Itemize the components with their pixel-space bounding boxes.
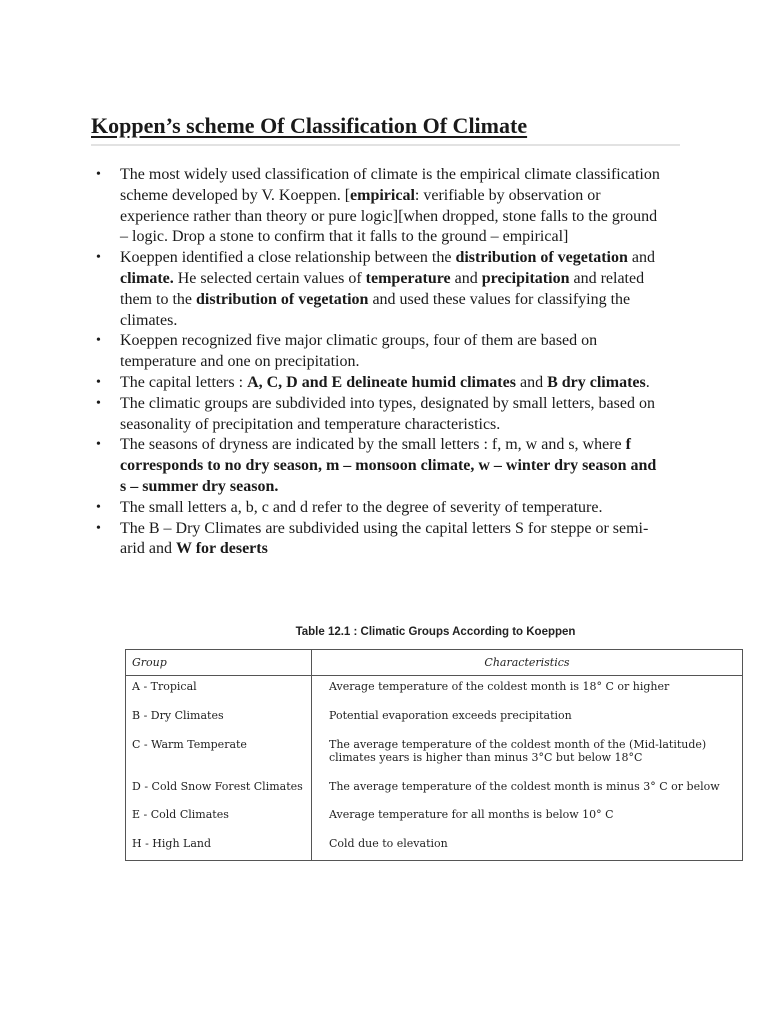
bullet-item — [96, 165, 666, 248]
page-title: Koppen’s scheme Of Classification Of Climate — [91, 113, 528, 138]
body-text: and used these values for classifying the climates. — [120, 290, 631, 329]
characteristics-cell: Average temperature for all months is below 10° C — [312, 804, 743, 833]
bold-text: B dry climates — [547, 373, 646, 391]
group-cell: H - High Land — [126, 833, 312, 861]
table-header-row — [126, 650, 743, 676]
group-cell: D - Cold Snow Forest Climates — [126, 776, 312, 804]
characteristics-cell: Cold due to elevation — [312, 833, 743, 861]
bold-text: distribution of vegetation — [195, 290, 369, 308]
bold-text: empirical — [350, 186, 415, 204]
table-row — [126, 676, 743, 705]
bullet-item — [96, 394, 666, 436]
characteristics-cell: Average temperature of the coldest month is 18° C or higher — [312, 676, 743, 705]
bold-text: f corresponds to no dry season, m – monsoon climate, w – winter dry season and s – summer dry season. — [120, 436, 657, 495]
group-cell: A - Tropical — [126, 676, 312, 705]
body-text: The B – Dry Climates are subdivided using the capital letters S for steppe or semi-arid and — [120, 519, 649, 558]
table-row — [126, 804, 743, 833]
body-text: and — [627, 249, 655, 267]
table-row — [126, 705, 743, 734]
group-cell: B - Dry Climates — [126, 705, 312, 734]
characteristics-cell: The average temperature of the coldest month of the (Mid-latitude) climates years is higher than minus 3°C but below 18°C — [312, 734, 743, 776]
bullet-item — [96, 435, 666, 497]
bullet-item — [96, 373, 666, 394]
bullet-item — [96, 519, 666, 561]
bold-text: precipitation — [481, 269, 570, 287]
table-row — [126, 833, 743, 861]
title-divider — [91, 144, 680, 146]
body-text: . — [645, 373, 650, 391]
characteristics-cell: Potential evaporation exceeds precipitation — [312, 705, 743, 734]
group-cell: C - Warm Temperate — [126, 734, 312, 776]
bullet-list — [96, 165, 666, 560]
body-text: The capital letters : — [120, 373, 248, 391]
body-text: The most widely used classification of climate is the empirical climate classification scheme developed by V. Koeppen. [ — [120, 166, 660, 204]
body-text: and — [450, 269, 482, 287]
climate-groups-table — [125, 649, 743, 861]
bold-text: distribution of vegetation — [455, 249, 628, 267]
table-caption: Table 12.1 : Climatic Groups According to Koeppen — [295, 626, 576, 638]
bullet-item — [96, 498, 666, 519]
body-text: The small letters a, b, c and d refer to the degree of severity of temperature. — [120, 498, 603, 516]
body-text: Koeppen recognized five major climatic groups, four of them are based on temperature and one on precipitation. — [120, 332, 598, 371]
bold-text: W for deserts — [175, 540, 268, 558]
group-column-header: Group — [126, 650, 312, 676]
bold-text: A, C, D and E delineate humid climates — [247, 373, 516, 391]
group-cell: E - Cold Climates — [126, 804, 312, 833]
body-text: The climatic groups are subdivided into types, designated by small letters, based on seasonality of precipitation and temperature characteristics. — [120, 394, 655, 433]
bullet-item — [96, 248, 666, 331]
body-text: Koeppen identified a close relationship between the — [120, 249, 456, 267]
characteristics-cell: The average temperature of the coldest month is minus 3° C or below — [312, 776, 743, 804]
table-row — [126, 734, 743, 776]
body-text: He selected certain values of — [173, 269, 366, 287]
bold-text: climate. — [120, 269, 174, 287]
table-body — [126, 676, 743, 861]
bold-text: temperature — [365, 269, 451, 287]
bullet-item — [96, 331, 666, 373]
table-row — [126, 776, 743, 804]
body-text: The seasons of dryness are indicated by the small letters : f, m, w and s, where — [120, 436, 626, 454]
characteristics-column-header: Characteristics — [312, 650, 743, 676]
body-text: : verifiable by observation or experience rather than theory or pure logic][when dropped, stone falls to the ground – logic. Drop a stone to confirm that it falls to the ground – empirical] — [120, 186, 658, 246]
body-text: and related them to the — [120, 269, 645, 308]
body-text: and — [515, 373, 548, 391]
